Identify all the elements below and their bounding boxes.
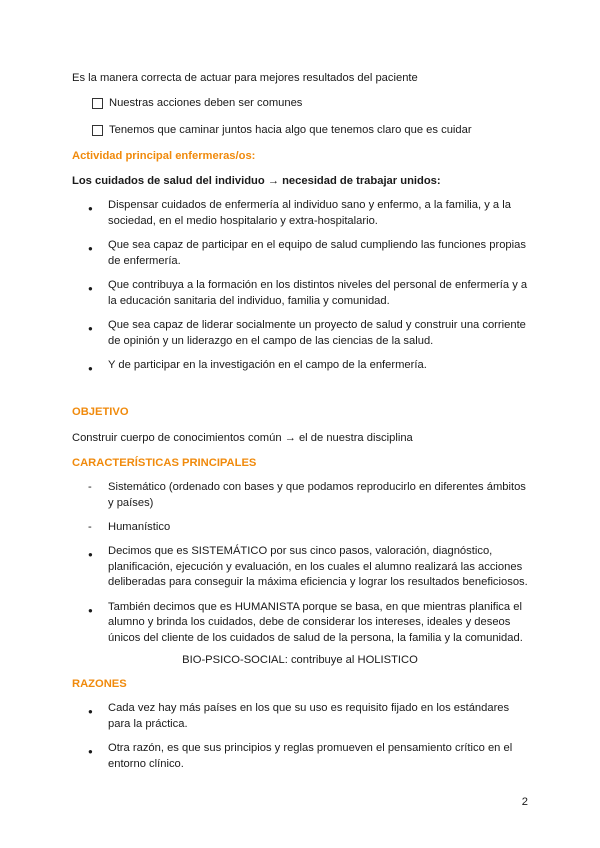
bullet-icon: ● (88, 550, 93, 559)
list-item: ● Cada vez hay más países en los que su uso es requisito fijado en los estándares para la práctica. (88, 702, 510, 730)
intro-text: Es la manera correcta de actuar para mejores resultados del paciente (72, 72, 418, 84)
list-item: - Sistemático (ordenado con bases y que podamos reproducirlo en diferentes ámbitos y países) (88, 481, 526, 509)
checklist-item[interactable] (92, 124, 472, 136)
list-item: - Humanístico (72, 520, 532, 536)
bullet-icon: ● (88, 284, 93, 293)
caracteristicas-heading: CARACTERÍSTICAS PRINCIPALES (72, 457, 257, 469)
checklist-label: Nuestras acciones deben ser comunes (109, 97, 303, 109)
checkbox-icon[interactable] (92, 125, 103, 136)
razones-heading: RAZONES (72, 678, 127, 690)
actividad-heading: Actividad principal enfermeras/os: (72, 150, 256, 162)
list-item: ● Que sea capaz de participar en el equipo de salud cumpliendo las funciones propias de enfermería. (88, 239, 526, 267)
checklist-label: Tenemos que caminar juntos hacia algo que tenemos claro que es cuidar (109, 124, 472, 136)
biopsicosocial-note: BIO-PSICO-SOCIAL: contribuye al HOLISTICO (182, 654, 418, 666)
list-item: ● También decimos que es HUMANISTA porque se basa, en que mientras planifica el alumno y brinda los cuidados, debe de considerar los intereses, ideales y deseos únicos del cliente de los cuidados de salud de la persona, la familia y la comunidad. (88, 600, 523, 644)
razones-list (72, 701, 532, 781)
list-item: ● Y de participar en la investigación en el campo de la enfermería. (72, 358, 532, 374)
objetivo-text: Construir cuerpo de conocimientos común → el de nuestra disciplina (72, 432, 413, 444)
bullet-icon: ● (88, 605, 93, 615)
actividad-list (72, 198, 532, 383)
objetivo-heading: OBJETIVO (72, 406, 129, 418)
bullet-icon: ● (88, 747, 93, 756)
checkbox-icon[interactable] (92, 98, 103, 109)
list-item: ● Que contribuya a la formación en los distintos niveles del personal de enfermería y a la educación sanitaria del individuo, familia y comunidad. (88, 279, 528, 307)
dash-marker: - (88, 521, 92, 533)
checklist-item[interactable] (92, 97, 302, 109)
bullet-icon: ● (88, 244, 93, 253)
page-number: 2 (521, 796, 528, 808)
dash-marker: - (88, 481, 92, 493)
list-item: ● Que sea capaz de liderar socialmente un proyecto de salud y construir una corriente de opinión y un liderazgo en el campo de las ciencias de la salud. (88, 319, 526, 347)
caracteristicas-dash-list (72, 480, 532, 545)
list-item: ● Otra razón, es que sus principios y reglas promueven el pensamiento crítico en el entorno clínico. (88, 742, 513, 770)
bullet-icon: ● (88, 707, 93, 716)
caracteristicas-bullet-list (72, 544, 532, 655)
list-item: ● Dispensar cuidados de enfermería al individuo sano y enfermo, a la familia, y a la sociedad, en el medio hospitalario y extra-hospitalario. (88, 199, 511, 227)
bullet-icon: ● (88, 204, 93, 213)
bullet-icon: ● (88, 324, 93, 333)
actividad-subheading: Los cuidados de salud del individuo → necesidad de trabajar unidos: (72, 175, 441, 187)
list-item: ● Decimos que es SISTEMÁTICO por sus cinco pasos, valoración, diagnóstico, planificación, ejecución y evaluación, en los cuales el alumno realizará las acciones deliberadas para conseguir la máxima eficiencia y lograr los resultados beneficiosos. (88, 545, 528, 588)
bullet-icon: ● (88, 364, 93, 373)
